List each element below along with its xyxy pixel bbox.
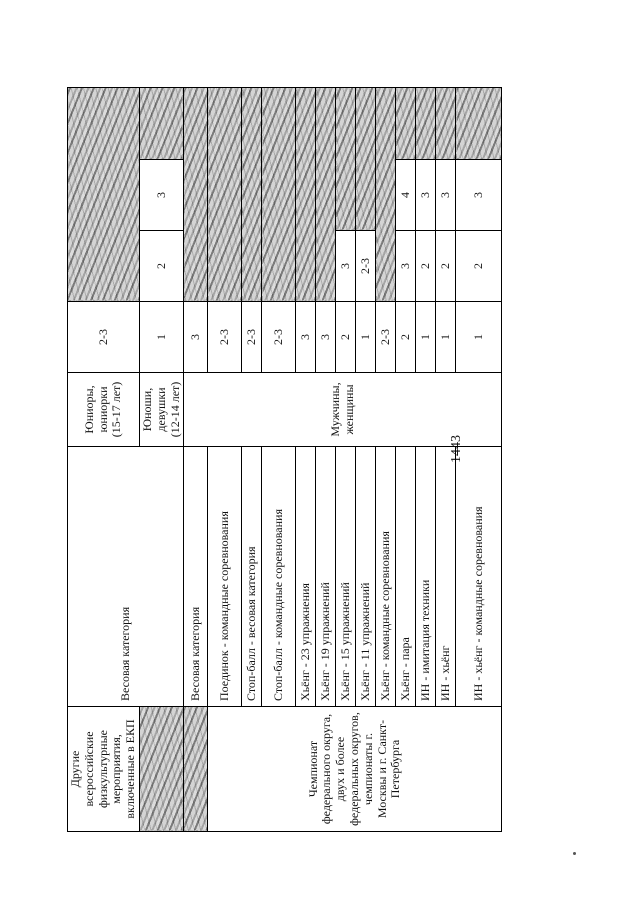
discipline-cell: ИН - хьёнг - командные соревнования [456, 447, 502, 707]
hatched-cell [356, 87, 376, 230]
value-cell: 2 [416, 231, 436, 302]
value-cell: 1 [356, 302, 376, 373]
competition-cell: Чемпионат федерального округа, двух и более федеральных округов, чемпионаты г. Москвы и г. Санкт-Петербурга [208, 707, 502, 832]
value-cell: 2 [336, 302, 356, 373]
value-cell: 2 [436, 231, 456, 302]
hatched-cell [184, 707, 208, 832]
header-group-juniors: Юниоры, юниорки (15-17 лет) [68, 373, 140, 447]
value-cell: 4 [396, 160, 416, 231]
value-cell: 2 [396, 302, 416, 373]
hatched-cell [184, 87, 208, 301]
value-cell: 2-3 [242, 302, 262, 373]
value-cell: 2 [456, 231, 502, 302]
header-youth-v2: 2 [139, 231, 183, 302]
value-cell: 2-3 [262, 302, 296, 373]
discipline-cell: Хьёнг - командные соревнования [376, 447, 396, 707]
header-group-youth: Юноши, девушки (12-14 лет) [139, 373, 183, 447]
discipline-cell: Стоп-балл - командные соревнования [262, 447, 296, 707]
sports-table [67, 87, 502, 832]
discipline-cell: Хьёнг - 15 упражнений [336, 447, 356, 707]
hatched-cell [296, 87, 316, 301]
hatched-cell [416, 87, 436, 159]
header-juniors-value: 2-3 [68, 302, 140, 373]
discipline-cell: Хьёнг - пара [396, 447, 416, 707]
discipline-cell: ИН - имитация техники [416, 447, 436, 707]
hatched-cell [396, 87, 416, 159]
value-cell: 3 [184, 302, 208, 373]
value-cell: 3 [316, 302, 336, 373]
discipline-cell: Весовая категория [184, 447, 208, 707]
hatched-cell [139, 87, 183, 159]
header-discipline: Весовая категория [68, 447, 184, 707]
value-cell: 3 [416, 160, 436, 231]
hatched-cell [68, 87, 140, 301]
value-cell: 3 [456, 160, 502, 231]
value-cell: 1 [456, 302, 502, 373]
header-youth-v3: 3 [139, 160, 183, 231]
section-title-cell: Другие всероссийские физкультурные мероприятия, включенные в ЕКП [68, 707, 140, 832]
hatched-cell [208, 87, 242, 301]
page-number: 1443 [449, 435, 464, 463]
hatched-cell [376, 87, 396, 301]
discipline-cell: Стоп-балл - весовая категория [242, 447, 262, 707]
scan-speck [573, 852, 576, 855]
rotated-table-wrapper [67, 88, 485, 832]
hatched-cell [139, 707, 183, 832]
discipline-cell: Хьёнг - 19 упражнений [316, 447, 336, 707]
value-cell: 3 [436, 160, 456, 231]
discipline-cell: Хьёнг - 11 упражнений [356, 447, 376, 707]
hatched-cell [456, 87, 502, 159]
header-youth-v1: 1 [139, 302, 183, 373]
value-cell: 3 [336, 231, 356, 302]
hatched-cell [316, 87, 336, 301]
hatched-cell [242, 87, 262, 301]
discipline-cell: ИН - хьёнг [436, 447, 456, 707]
value-cell: 3 [296, 302, 316, 373]
value-cell: 3 [396, 231, 416, 302]
value-cell: 2-3 [208, 302, 242, 373]
value-cell: 1 [436, 302, 456, 373]
gender-cell: Мужчины, женщины [184, 373, 502, 447]
discipline-cell: Поединок - командные соревнования [208, 447, 242, 707]
hatched-cell [262, 87, 296, 301]
value-cell: 2-3 [356, 231, 376, 302]
value-cell: 2-3 [376, 302, 396, 373]
discipline-cell: Хьёнг - 23 упражнения [296, 447, 316, 707]
hatched-cell [336, 87, 356, 230]
hatched-cell [436, 87, 456, 159]
value-cell: 1 [416, 302, 436, 373]
